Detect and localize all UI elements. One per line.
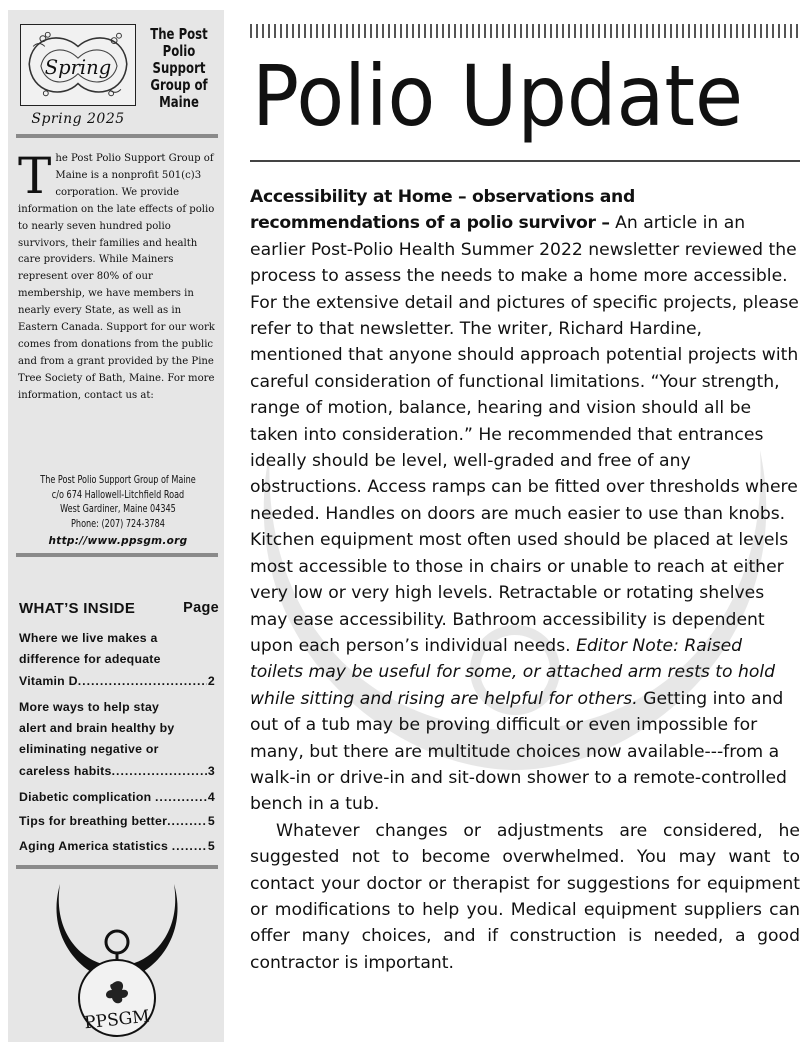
org-name-line: Support	[152, 59, 206, 77]
whats-inside-title: WHAT’S INSIDE	[19, 600, 136, 617]
drop-cap: T	[18, 147, 52, 205]
toc-leader	[78, 671, 207, 692]
sidebar	[8, 10, 224, 1042]
toc-item-title: careless habits	[19, 763, 112, 778]
address-line: The Post Polio Support Group of Maine	[40, 473, 196, 486]
article-paragraph	[250, 184, 800, 818]
address-line: West Gardiner, Maine 04345	[60, 502, 176, 515]
toc-page-number: 5	[207, 814, 215, 829]
article-headline: Accessibility at Home – observations and recommendations of a polio survivor –	[250, 187, 635, 234]
spring-logo	[20, 24, 136, 106]
masthead-tick-rule	[250, 24, 800, 38]
about-text: he Post Polio Support Group of Maine is a nonprofit 501(c)3 corporation. We provide information on the late effects of polio to nearly seven hundred polio survivors, their families and health care providers. While Mainers represent over 80% of our membership, we have members in nearly every State, as well as in Eastern Canada. Support for our work comes from donations from the public and from a grant provided by the Pine Tree Society of Bath, Maine. For more information, contact us at:	[18, 153, 215, 401]
spring-logo-word: Spring	[44, 55, 112, 79]
toc-leader	[112, 761, 207, 782]
toc-item[interactable]	[19, 836, 215, 857]
toc-item-title: Tips for breathing better	[19, 814, 168, 829]
toc-item-title: Aging America statistics	[19, 838, 172, 853]
article-text: Getting into and out of a tub may be proving difficult or even impossible for many, but there are multitude choices now available---from a walk-in or drive-in and sit-down shower to a remote-controlled bench in a tub.	[250, 688, 787, 815]
toc-item[interactable]	[19, 697, 215, 782]
toc-item[interactable]	[19, 628, 215, 692]
toc-page-number: 5	[207, 838, 215, 853]
toc-page-number: 2	[207, 673, 215, 688]
phone-number: Phone: (207) 724-3784	[71, 516, 165, 530]
spring-logo-art	[21, 25, 135, 105]
org-name-line: Maine	[159, 93, 199, 111]
article	[250, 184, 800, 976]
article-paragraph: Whatever changes or adjustments are considered, he suggested not to become overwhelmed. You may want to contact your doctor or therapist for suggestions for equipment or modifications to help you. Medical equipment suppliers can offer many choices, and if construction is needed, a good contractor is important.	[250, 820, 800, 973]
toc-item[interactable]	[19, 787, 215, 808]
toc-item-title: Diabetic complication	[19, 790, 156, 805]
masthead-title: Polio Update	[252, 47, 744, 145]
toc-leader	[172, 836, 207, 857]
whats-inside-heading	[19, 600, 219, 617]
emblem-text: PPSGM	[83, 1006, 151, 1034]
table-of-contents	[19, 628, 215, 857]
sidebar-divider	[16, 134, 218, 138]
toc-page-number: 3	[207, 763, 215, 778]
toc-item-line: Where we live makes a	[19, 631, 158, 645]
editor-note: Editor Note: Raised toilets may be useful for some, or attached arm rests to hold while sitting and rising are helpful for others.	[250, 635, 776, 709]
address-line: c/o 674 Hallowell-Litchfield Road	[51, 487, 185, 501]
toc-leader	[167, 811, 207, 832]
about-blurb	[18, 147, 218, 405]
toc-item-line: alert and brain healthy by	[19, 721, 175, 736]
toc-item[interactable]	[19, 811, 215, 832]
contact-address	[18, 473, 218, 549]
org-name-line: The Post	[150, 25, 208, 43]
toc-page-number: 4	[207, 790, 215, 805]
toc-item-title: Vitamin D	[19, 673, 78, 688]
toc-item-line: eliminating negative or	[19, 742, 159, 757]
org-name	[149, 26, 210, 111]
sidebar-divider	[16, 553, 218, 557]
page-column-label: Page	[183, 600, 219, 616]
ppsgm-emblem	[42, 880, 192, 1040]
toc-leader	[155, 787, 207, 808]
toc-item-line: More ways to help stay	[19, 699, 160, 714]
issue-date: Spring 2025	[31, 111, 125, 127]
sidebar-divider	[16, 865, 218, 869]
website-link[interactable]: http://www.ppsgm.org	[48, 535, 188, 547]
masthead-underline	[250, 160, 800, 162]
org-name-line: Polio	[162, 42, 196, 60]
org-name-line: Group of	[150, 76, 208, 94]
toc-item-line: difference for adequate	[19, 652, 161, 667]
article-text: An article in an earlier Post-Polio Health Summer 2022 newsletter reviewed the process to assess the needs to make a home more accessible. For the extensive detail and pictures of specific projects, please refer to that newsletter. The writer, Richard Hardine, mentioned that anyone should approach potential projects with careful consideration of functional limitations. “Your strength, range of motion, balance, hearing and vision should all be taken into consideration.” He recommended that entrances ideally should be level, well-graded and free of any obstructions. Access ramps can be fitted over thresholds where needed. Handles on doors are much easier to use than knobs. Kitchen equipment most often used should be placed at levels most accessible to those in chairs or unable to reach at either very low or very high levels. Retractable or rotating shelves may ease accessibility. Bathroom accessibility is dependent upon each person’s individual needs.	[250, 213, 799, 656]
